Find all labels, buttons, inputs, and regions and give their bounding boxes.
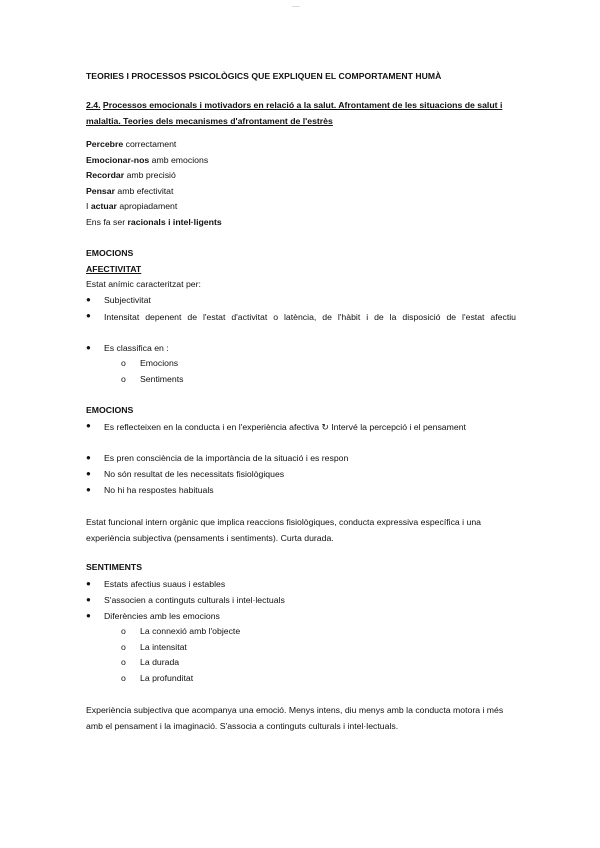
- sentiments-paragraph: Experiència subjectiva que acompanya una emoció. Menys intens, diu menys amb la conducta motora i més amb el pensament i la imaginació. S'associa a continguts culturals i intel·lectuals.: [86, 705, 504, 731]
- sub-list-item: La profunditat: [140, 673, 194, 683]
- bullet-icon: ●: [86, 469, 91, 478]
- bullet-icon: ●: [86, 311, 91, 320]
- emocions-heading: EMOCIONS: [86, 248, 134, 258]
- list-item: Estats afectius suaus i estables: [104, 579, 226, 589]
- sub-list-item: Emocions: [140, 358, 179, 368]
- bullet-icon: ●: [86, 485, 91, 494]
- list-item: Es reflecteixen en la conducta i en l'experiència afectiva ↻ Intervé la percepció i el pensament: [104, 422, 466, 432]
- circle-bullet-icon: o: [121, 657, 126, 667]
- intro-line: Ens fa ser racionals i intel·ligents: [86, 217, 222, 227]
- list-item: Diferències amb les emocions: [104, 611, 220, 621]
- bullet-icon: ●: [86, 611, 91, 620]
- list-item: Subjectivitat: [104, 295, 151, 305]
- afectivitat-heading: AFECTIVITAT: [86, 264, 142, 274]
- intro-line: I actuar apropiadament: [86, 201, 178, 211]
- list-item: No són resultat de les necessitats fisiològiques: [104, 469, 285, 479]
- intro-line: Emocionar-nos amb emocions: [86, 155, 209, 165]
- bullet-icon: ●: [86, 579, 91, 588]
- sentiments-heading: SENTIMENTS: [86, 562, 142, 572]
- list-item: S'associen a continguts culturals i intel·lectuals: [104, 595, 285, 605]
- bullet-icon: ●: [86, 595, 91, 604]
- intro-line: Pensar amb efectivitat: [86, 186, 174, 196]
- section-heading-text: Processos emocionals i motivadors en relació a la salut. Afrontament de les situacions de salut i malaltia. Teories dels mecanismes d'afrontament de l'estrès: [86, 100, 503, 126]
- circle-bullet-icon: o: [121, 673, 126, 683]
- sub-list-item: La connexió amb l'objecte: [140, 626, 241, 636]
- header-mark: ....: [292, 2, 300, 9]
- section-heading: [86, 97, 518, 129]
- afectivitat-lead: Estat anímic caracteritzat per:: [86, 279, 201, 289]
- bullet-icon: ●: [86, 343, 91, 352]
- circle-bullet-icon: o: [121, 374, 126, 384]
- list-item: Es pren consciència de la importància de la situació i es respon: [104, 453, 349, 463]
- bullet-icon: ●: [86, 421, 91, 430]
- list-item: Intensitat depenent de l'estat d'activitat o latència, de l'hàbit i de la disposició de l'estat afectiu: [104, 312, 516, 322]
- sub-list-item: La intensitat: [140, 642, 187, 652]
- bullet-icon: ●: [86, 295, 91, 304]
- list-item: No hi ha respostes habituals: [104, 485, 214, 495]
- circle-bullet-icon: o: [121, 626, 126, 636]
- intro-line: Recordar amb precisió: [86, 170, 176, 180]
- section-number: 2.4.: [86, 100, 101, 110]
- sub-list-item: Sentiments: [140, 374, 184, 384]
- document-title: TEORIES I PROCESSOS PSICOLÒGICS QUE EXPLIQUEN EL COMPORTAMENT HUMÀ: [86, 71, 442, 81]
- list-item: Es classifica en :: [104, 343, 169, 353]
- emocions-paragraph: Estat funcional intern orgànic que implica reaccions fisiològiques, conducta expressiva específica i una experiència subjectiva (pensaments i sentiments). Curta durada.: [86, 517, 482, 543]
- intro-line: Percebre correctament: [86, 139, 177, 149]
- emocions-section-heading: EMOCIONS: [86, 405, 134, 415]
- bullet-icon: ●: [86, 453, 91, 462]
- circle-bullet-icon: o: [121, 358, 126, 368]
- circle-bullet-icon: o: [121, 642, 126, 652]
- sub-list-item: La durada: [140, 657, 180, 667]
